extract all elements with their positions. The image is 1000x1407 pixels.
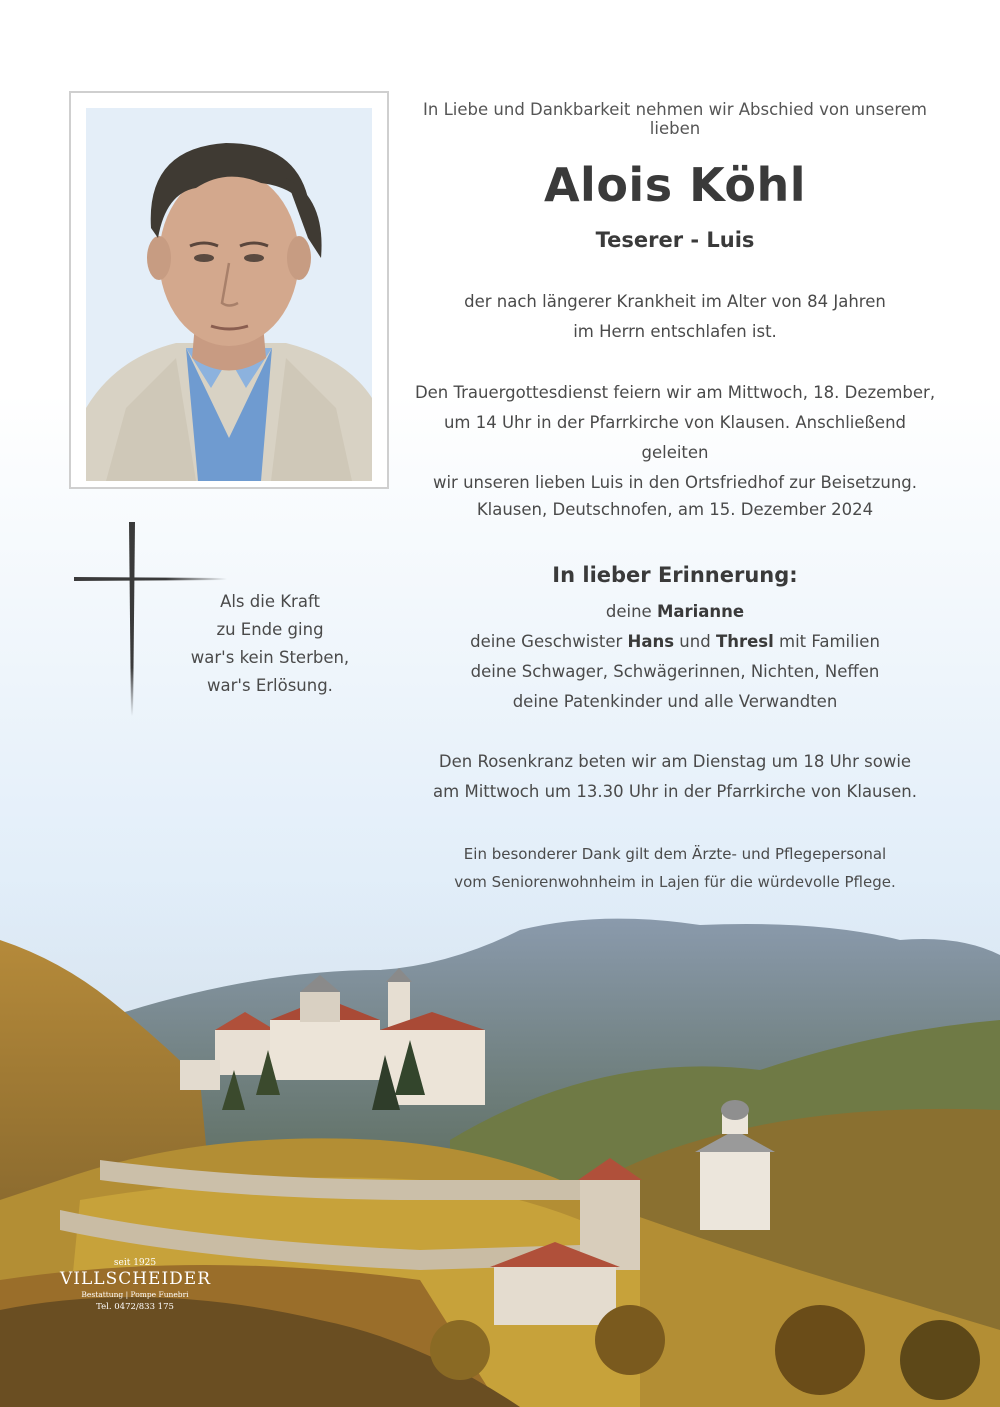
verse-line: war's Erlösung. (207, 676, 333, 695)
paragraph-line: der nach längerer Krankheit im Alter von 84 Jahren (464, 292, 886, 311)
logo-since: seit 1925 (113, 1258, 157, 1268)
paragraph-line: am Mittwoch um 13.30 Uhr in der Pfarrkirche von Klausen. (433, 782, 917, 801)
death-notice-paragraph (410, 287, 940, 347)
paragraph-line: Ein besonderer Dank gilt dem Ärzte- und Pflegepersonal (463, 845, 887, 863)
paragraph-line: Den Trauergottesdienst feiern wir am Mittwoch, 18. Dezember, (414, 383, 936, 402)
paragraph-line: Den Rosenkranz beten wir am Dienstag um 18 Uhr sowie (438, 752, 912, 771)
place-date: Klausen, Deutschnofen, am 15. Dezember 2024 (476, 500, 874, 519)
paragraph-line: im Herrn entschlafen ist. (573, 322, 777, 341)
logo-brand: VILLSCHEIDER (60, 1269, 212, 1289)
paragraph-line: wir unseren lieben Luis in den Ortsfriedhof zur Beisetzung. (432, 473, 918, 492)
paragraph-line: um 14 Uhr in der Pfarrkirche von Klausen. Anschließend geleiten (443, 413, 907, 462)
funeral-service-paragraph (410, 378, 940, 498)
mourner-line: deine Schwager, Schwägerinnen, Nichten, Neffen (470, 662, 880, 681)
mourner-name: Thresl (715, 632, 774, 651)
logo-subtitle: Bestattung | Pompe Funebri (81, 1290, 189, 1299)
intro-line: In Liebe und Dankbarkeit nehmen wir Abschied von unserem lieben (423, 100, 927, 138)
nickname: Teserer - Luis (595, 228, 755, 252)
logo-phone: Tel. 0472/833 175 (96, 1302, 174, 1312)
mourner-line: deine Patenkinder und alle Verwandten (512, 692, 838, 711)
rosary-paragraph (410, 747, 940, 807)
funeral-home-logo (60, 1258, 210, 1312)
verse-line: Als die Kraft (220, 592, 320, 611)
deceased-name: Alois Köhl (543, 158, 807, 212)
verse (150, 588, 390, 700)
mourner-line: deine Geschwister Hans und Thresl mit Familien (470, 632, 880, 651)
portrait-photo (86, 108, 372, 481)
mourner-name: Marianne (656, 602, 745, 621)
mourner-line: deine Marianne (605, 602, 745, 621)
verse-line: war's kein Sterben, (190, 648, 350, 667)
mourners-list (410, 597, 940, 717)
mourner-name: Hans (627, 632, 675, 651)
landscape-image (0, 880, 1000, 1407)
portrait-frame (69, 91, 389, 489)
memory-title: In lieber Erinnerung: (552, 563, 798, 587)
verse-line: zu Ende ging (216, 620, 324, 639)
